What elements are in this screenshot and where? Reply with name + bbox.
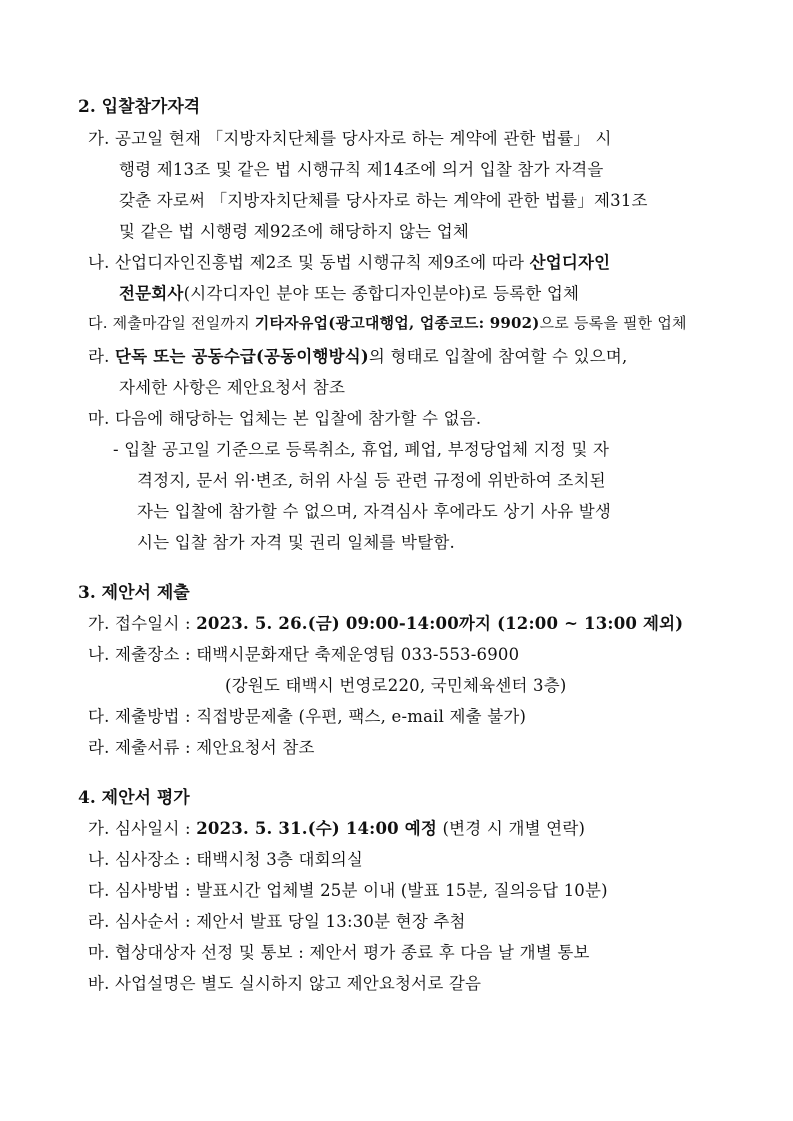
- s4-item-ga: [88, 815, 585, 839]
- s4-item-ga-bold: 2023. 5. 31.(수) 14:00 예정: [196, 819, 438, 838]
- s4-item-ma-value: 제안서 평가 종료 후 다음 날 개별 통보: [309, 943, 590, 962]
- s4-item-na-label: 나. 심사장소 :: [88, 850, 197, 869]
- s2-item-da-text: 다. 제출마감일 전일까지: [88, 314, 255, 332]
- s2-item-ga-line4: 및 같은 법 시행령 제92조에 해당하지 않는 업체: [119, 222, 470, 241]
- s2-item-na-bold: 산업디자인: [529, 253, 611, 272]
- s2-item-ma-sub-line4: 시는 입찰 참가 자격 및 권리 일체를 박탈함.: [137, 533, 455, 552]
- s3-item-na-label: 나. 제출장소 :: [88, 645, 197, 664]
- s3-item-ra: [88, 734, 315, 758]
- s4-item-ga-value: (변경 시 개별 연락): [437, 819, 586, 838]
- s3-item-na-address: (강원도 태백시 번영로220, 국민체육센터 3층): [225, 676, 567, 695]
- s2-item-ma-sub-line3: 자는 입찰에 참가할 수 없으며, 자격심사 후에라도 상기 사유 발생: [137, 502, 612, 521]
- section-4-heading: 4. 제안서 평가: [78, 788, 190, 808]
- s2-item-da-text2: 으로 등록을 필한 업체: [539, 314, 687, 332]
- s2-item-na-text2: (시각디자인 분야 또는 종합디자인분야)로 등록한 업체: [183, 284, 580, 303]
- s4-item-ra-label: 라. 심사순서 :: [88, 912, 197, 931]
- s4-item-ra-value: 제안서 발표 당일 13:30분 현장 추첨: [196, 912, 466, 931]
- s2-item-na-text: 나. 산업디자인진흥법 제2조 및 동법 시행규칙 제9조에 따라: [88, 253, 530, 272]
- s4-item-da: [88, 877, 608, 901]
- s2-item-ra-text: 의 형태로 입찰에 참여할 수 있으며,: [368, 347, 628, 366]
- section-2-heading: 2. 입찰참가자격: [78, 97, 201, 117]
- s4-item-ra: [88, 908, 466, 932]
- s2-item-ma-sub-line1: - 입찰 공고일 기준으로 등록취소, 휴업, 폐업, 부정당업체 지정 및 자: [113, 440, 610, 459]
- s3-item-na-value: 태백시문화재단 축제운영팀 033-553-6900: [196, 645, 520, 664]
- s2-item-da-bold: 기타자유업(광고대행업, 업종코드: 9902): [254, 314, 540, 332]
- s2-item-ga-line1: 가. 공고일 현재 「지방자치단체를 당사자로 하는 계약에 관한 법률」 시: [88, 129, 612, 148]
- s3-item-ga-label: 가. 접수일시 :: [88, 614, 197, 633]
- s4-item-na: [88, 846, 363, 870]
- s3-item-na: [88, 641, 519, 665]
- s2-item-na-line1: [88, 249, 610, 273]
- s2-item-ra-prefix: 라.: [88, 347, 116, 366]
- s4-item-ba-label: 바.: [88, 974, 116, 993]
- s3-item-ra-label: 라. 제출서류 :: [88, 738, 197, 757]
- s4-item-da-value: 발표시간 업체별 25분 이내 (발표 15분, 질의응답 10분): [196, 881, 608, 900]
- s3-item-ga-value: 2023. 5. 26.(금) 09:00-14:00까지 (12:00 ~ 13:00 제외): [196, 614, 684, 633]
- s3-item-ra-value: 제안요청서 참조: [196, 738, 315, 757]
- s2-item-ra-line2: 자세한 사항은 제안요청서 참조: [119, 378, 346, 397]
- s2-item-ra-bold: 단독 또는 공동수급(공동이행방식): [115, 347, 369, 366]
- s4-item-ma-label: 마. 협상대상자 선정 및 통보 :: [88, 943, 310, 962]
- s2-item-ma-line: 마. 다음에 해당하는 업체는 본 입찰에 참가할 수 없음.: [88, 409, 482, 428]
- s3-item-da-label: 다. 제출방법 :: [88, 707, 197, 726]
- s2-item-ma-sub-line2: 격정지, 문서 위·변조, 허위 사실 등 관련 규정에 위반하여 조치된: [137, 471, 606, 490]
- s4-item-ma: [88, 939, 590, 963]
- s4-item-na-value: 태백시청 3층 대회의실: [196, 850, 364, 869]
- s2-item-ga-line3: 갖춘 자로써 「지방자치단체를 당사자로 하는 계약에 관한 법률」제31조: [119, 191, 648, 210]
- s4-item-ga-label: 가. 심사일시 :: [88, 819, 197, 838]
- s2-item-da-line: [88, 312, 687, 333]
- s2-item-na-bold2: 전문회사: [119, 284, 184, 303]
- s2-item-ga-line2: 행령 제13조 및 같은 법 시행규칙 제14조에 의거 입찰 참가 자격을: [119, 160, 604, 179]
- s2-item-ra-line1: [88, 343, 628, 367]
- section-3-heading: 3. 제안서 제출: [78, 583, 190, 603]
- s4-item-ba: [88, 970, 481, 994]
- s3-item-da-value: 직접방문제출 (우편, 팩스, e-mail 제출 불가): [196, 707, 527, 726]
- s3-item-ga: [88, 610, 683, 634]
- s4-item-da-label: 다. 심사방법 :: [88, 881, 197, 900]
- s3-item-da: [88, 703, 526, 727]
- s4-item-ba-value: 사업설명은 별도 실시하지 않고 제안요청서로 갈음: [115, 974, 482, 993]
- s2-item-na-line2: [119, 280, 579, 304]
